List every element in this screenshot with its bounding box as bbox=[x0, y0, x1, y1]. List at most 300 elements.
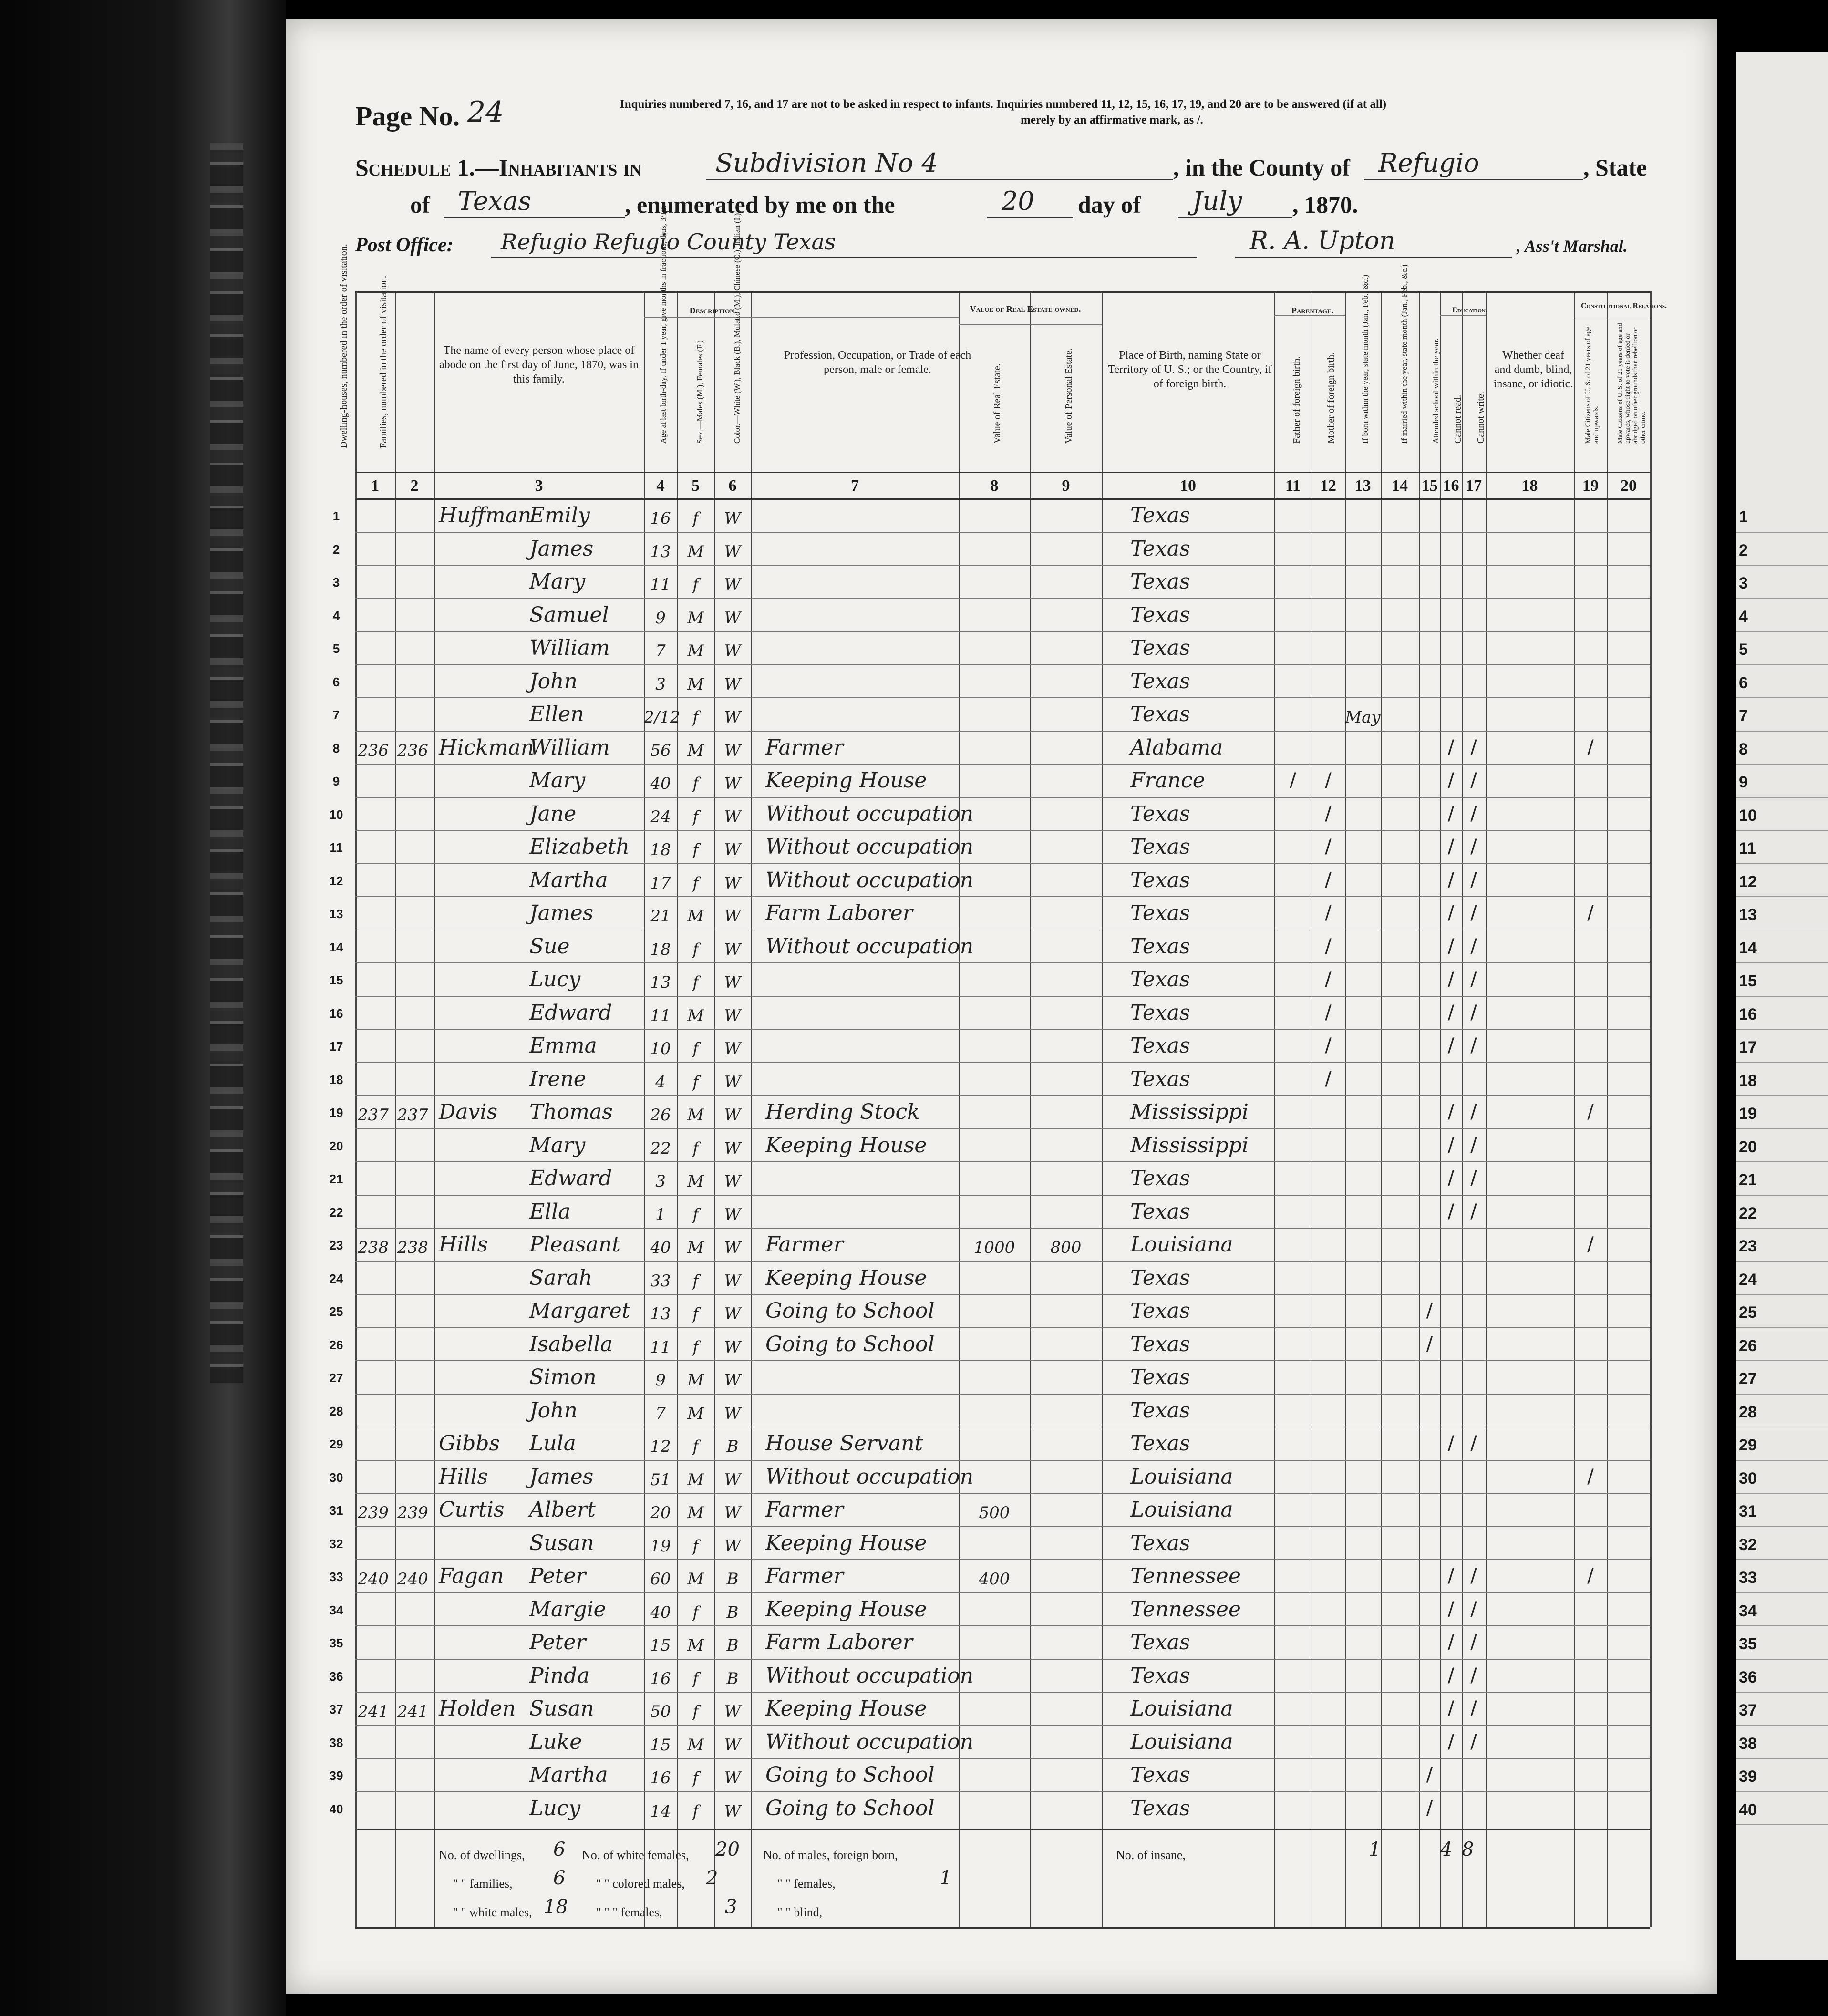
dwelling-number: 239 bbox=[358, 1503, 389, 1522]
row-rule bbox=[355, 731, 1650, 732]
given-name: Samuel bbox=[529, 602, 609, 627]
birthplace: Texas bbox=[1130, 1332, 1190, 1356]
totals-dwellings-label: No. of dwellings, bbox=[439, 1848, 525, 1862]
row-rule bbox=[355, 631, 1650, 632]
row-rule bbox=[355, 1559, 1650, 1560]
line-number: 15 bbox=[329, 973, 343, 987]
row-rule bbox=[355, 863, 1650, 864]
month-value: July bbox=[1192, 186, 1242, 216]
given-name: Luke bbox=[529, 1729, 582, 1754]
line-number: 5 bbox=[332, 641, 340, 656]
adjacent-row-rule bbox=[1736, 631, 1828, 632]
cannot-write-mark: / bbox=[1470, 935, 1477, 957]
row-rule bbox=[355, 532, 1650, 533]
sex: f bbox=[692, 1801, 699, 1821]
totals-families-label: " " families, bbox=[453, 1877, 513, 1891]
sex: M bbox=[687, 674, 704, 694]
color: W bbox=[724, 1106, 741, 1125]
birthplace: France bbox=[1130, 768, 1205, 793]
birthplace: Texas bbox=[1130, 835, 1190, 859]
mother-foreign-mark: / bbox=[1325, 802, 1332, 825]
cannot-read-mark: / bbox=[1447, 1565, 1455, 1587]
birthplace: Texas bbox=[1130, 1265, 1190, 1290]
adjacent-row-rule bbox=[1736, 1725, 1828, 1726]
totals-white-males: 18 bbox=[544, 1896, 568, 1918]
row-rule bbox=[355, 1095, 1650, 1096]
color: W bbox=[724, 1205, 741, 1224]
row-rule bbox=[355, 1327, 1650, 1328]
line-number: 2 bbox=[332, 542, 340, 557]
footer-bottom-rule bbox=[355, 1927, 1650, 1929]
row-rule bbox=[355, 1758, 1650, 1759]
cannot-write-mark: / bbox=[1470, 1101, 1477, 1123]
cannot-read-mark: / bbox=[1447, 1631, 1455, 1653]
adjacent-line-number: 28 bbox=[1739, 1403, 1757, 1421]
age: 21 bbox=[650, 907, 671, 926]
occupation: Going to School bbox=[765, 1796, 935, 1820]
birthplace: Texas bbox=[1130, 569, 1190, 594]
column-number: 7 bbox=[851, 477, 859, 495]
row-rule bbox=[355, 1526, 1650, 1527]
color: B bbox=[726, 1636, 739, 1655]
given-name: Susan bbox=[529, 1530, 594, 1555]
age: 14 bbox=[650, 1801, 671, 1821]
occupation: House Servant bbox=[765, 1431, 923, 1456]
line-number: 22 bbox=[329, 1205, 343, 1220]
adjacent-line-number: 18 bbox=[1739, 1071, 1757, 1090]
given-name: Peter bbox=[529, 1564, 586, 1588]
birthplace: Texas bbox=[1130, 1530, 1190, 1555]
age: 40 bbox=[650, 774, 671, 793]
color: W bbox=[724, 1503, 741, 1522]
given-name: William bbox=[529, 735, 610, 760]
sex: f bbox=[692, 1536, 699, 1556]
color: W bbox=[724, 1768, 741, 1788]
adjacent-page-edge bbox=[1736, 52, 1828, 1960]
adjacent-line-number: 13 bbox=[1739, 906, 1757, 924]
age: 1 bbox=[655, 1205, 666, 1224]
given-name: James bbox=[529, 536, 594, 561]
adjacent-line-number: 23 bbox=[1739, 1237, 1757, 1255]
age: 16 bbox=[650, 1768, 671, 1788]
cannot-read-mark: / bbox=[1447, 1101, 1455, 1123]
line-number: 34 bbox=[329, 1602, 343, 1617]
totals-blind-label: " " blind, bbox=[777, 1905, 823, 1919]
color: W bbox=[724, 542, 741, 561]
cannot-write-mark: / bbox=[1470, 802, 1477, 825]
line-number: 32 bbox=[329, 1536, 343, 1551]
occupation: Farmer bbox=[765, 735, 844, 760]
occupation: Going to School bbox=[765, 1332, 935, 1356]
marshal-value: R. A. Upton bbox=[1250, 227, 1395, 255]
cannot-write-mark: / bbox=[1470, 968, 1477, 990]
given-name: Susan bbox=[529, 1696, 594, 1721]
dwelling-number: 238 bbox=[358, 1238, 389, 1257]
occupation: Going to School bbox=[765, 1299, 935, 1323]
cannot-read-mark: / bbox=[1447, 769, 1455, 791]
column-number: 6 bbox=[728, 477, 737, 495]
birthplace: Tennessee bbox=[1130, 1564, 1241, 1588]
subdivision-value: Subdivision No 4 bbox=[715, 148, 938, 178]
county-value: Refugio bbox=[1378, 148, 1479, 178]
real-estate-value: 500 bbox=[979, 1503, 1010, 1522]
color: W bbox=[724, 1337, 741, 1357]
color: W bbox=[724, 509, 741, 528]
born-within-year: May bbox=[1345, 708, 1381, 727]
line-number: 4 bbox=[332, 608, 340, 623]
occupation: Herding Stock bbox=[765, 1100, 920, 1124]
sex: f bbox=[692, 1702, 699, 1721]
totals-dwellings: 6 bbox=[553, 1839, 566, 1861]
birthplace: Texas bbox=[1130, 1431, 1190, 1456]
row-rule bbox=[355, 1128, 1650, 1129]
adjacent-row-rule bbox=[1736, 1228, 1828, 1229]
header-col-4: Age at last birth-day. If under 1 year, give months in fractions, thus, 3/12. bbox=[659, 205, 668, 444]
birthplace: Texas bbox=[1130, 1663, 1190, 1688]
cannot-write-mark: / bbox=[1470, 1001, 1477, 1024]
surname: Hills bbox=[439, 1232, 488, 1257]
color: W bbox=[724, 575, 741, 594]
given-name: Martha bbox=[529, 868, 608, 892]
line-number: 25 bbox=[329, 1304, 343, 1319]
color: W bbox=[724, 1404, 741, 1423]
given-name: John bbox=[529, 1398, 578, 1423]
cannot-write-mark: / bbox=[1470, 769, 1477, 791]
totals-white-males-label: " " white males, bbox=[453, 1905, 532, 1919]
row-rule bbox=[355, 598, 1650, 599]
birthplace: Texas bbox=[1130, 868, 1190, 892]
line-number: 23 bbox=[329, 1238, 343, 1252]
age: 50 bbox=[650, 1702, 671, 1721]
header-group-rule bbox=[644, 317, 959, 318]
header-col-15: Attended school within the year. bbox=[1431, 338, 1440, 444]
column-number: 12 bbox=[1320, 477, 1336, 495]
sex: f bbox=[692, 873, 699, 893]
occupation: Farm Laborer bbox=[765, 901, 913, 925]
birthplace: Texas bbox=[1130, 1763, 1190, 1787]
color: W bbox=[724, 1304, 741, 1323]
age: 11 bbox=[650, 575, 671, 594]
sex: f bbox=[692, 940, 699, 959]
header-col-9: Value of Personal Estate. bbox=[1064, 348, 1074, 444]
column-number: 11 bbox=[1285, 477, 1301, 495]
male-citizen-mark: / bbox=[1587, 1101, 1594, 1123]
totals-families: 6 bbox=[553, 1867, 566, 1889]
adjacent-line-number: 37 bbox=[1739, 1701, 1757, 1719]
header-col-2: Families, numbered in the order of visitation. bbox=[378, 275, 389, 448]
instructions-line-2: merely by an affirmative mark, as /. bbox=[1021, 114, 1203, 126]
header-bottom-rule bbox=[355, 472, 1650, 473]
given-name: Isabella bbox=[529, 1332, 613, 1356]
line-number: 13 bbox=[329, 907, 343, 921]
male-citizen-mark: / bbox=[1587, 736, 1594, 758]
column-rule bbox=[751, 291, 752, 1927]
attended-school-mark: / bbox=[1426, 1333, 1433, 1355]
mother-foreign-mark: / bbox=[1325, 968, 1332, 990]
header-col-16: Cannot read. bbox=[1453, 394, 1463, 444]
sex: M bbox=[687, 1503, 704, 1522]
line-number: 39 bbox=[329, 1768, 343, 1783]
cannot-read-mark: / bbox=[1447, 1200, 1455, 1222]
cannot-read-mark: / bbox=[1447, 1664, 1455, 1686]
cannot-read-mark: / bbox=[1447, 1697, 1455, 1719]
color: W bbox=[724, 1006, 741, 1025]
occupation: Without occupation bbox=[765, 801, 974, 826]
state-label: , State bbox=[1583, 154, 1647, 181]
line-number: 16 bbox=[329, 1006, 343, 1021]
age: 9 bbox=[655, 608, 666, 628]
cannot-write-mark: / bbox=[1470, 1034, 1477, 1056]
day-value: 20 bbox=[1002, 186, 1034, 216]
adjacent-line-number: 16 bbox=[1739, 1005, 1757, 1024]
cannot-read-mark: / bbox=[1447, 1034, 1455, 1056]
header-value: Value of Real Estate owned. bbox=[970, 304, 1081, 314]
adjacent-row-rule bbox=[1736, 731, 1828, 732]
mother-foreign-mark: / bbox=[1325, 1067, 1332, 1090]
sex: f bbox=[692, 840, 699, 859]
line-number: 37 bbox=[329, 1702, 343, 1716]
age: 40 bbox=[650, 1602, 671, 1622]
cannot-read-mark: / bbox=[1447, 1598, 1455, 1620]
line-number: 18 bbox=[329, 1072, 343, 1087]
column-rule bbox=[1381, 291, 1382, 1927]
given-name: Ella bbox=[529, 1199, 571, 1224]
color: W bbox=[724, 1172, 741, 1191]
post-office-label: Post Office: bbox=[355, 234, 454, 256]
sex: M bbox=[687, 1404, 704, 1423]
row-rule bbox=[355, 1261, 1650, 1262]
family-number: 239 bbox=[397, 1503, 428, 1522]
adjacent-line-number: 26 bbox=[1739, 1336, 1757, 1355]
real-estate-value: 400 bbox=[979, 1570, 1010, 1589]
line-number: 40 bbox=[329, 1801, 343, 1816]
mother-foreign-mark: / bbox=[1325, 902, 1332, 924]
adjacent-row-rule bbox=[1736, 1195, 1828, 1196]
occupation: Keeping House bbox=[765, 1597, 927, 1622]
family-number: 237 bbox=[397, 1106, 428, 1125]
column-number: 10 bbox=[1180, 477, 1196, 495]
color: B bbox=[726, 1602, 739, 1622]
dwelling-number: 237 bbox=[358, 1106, 389, 1125]
occupation: Keeping House bbox=[765, 1265, 927, 1290]
state-value: Texas bbox=[458, 186, 532, 216]
given-name: Lula bbox=[529, 1431, 576, 1456]
cannot-write-mark: / bbox=[1470, 1200, 1477, 1222]
adjacent-line-number: 35 bbox=[1739, 1635, 1757, 1653]
post-office-value: Refugio Refugio County Texas bbox=[501, 229, 836, 255]
column-rule bbox=[434, 291, 435, 1927]
column-rule bbox=[1030, 291, 1031, 1927]
adjacent-row-rule bbox=[1736, 1327, 1828, 1328]
row-rule bbox=[355, 1360, 1650, 1361]
occupation: Without occupation bbox=[765, 1729, 974, 1754]
line-number: 33 bbox=[329, 1570, 343, 1584]
age: 13 bbox=[650, 973, 671, 992]
age: 24 bbox=[650, 807, 671, 827]
birthplace: Louisiana bbox=[1130, 1232, 1233, 1257]
adjacent-row-rule bbox=[1736, 1029, 1828, 1030]
birthplace: Texas bbox=[1130, 536, 1190, 561]
sex: M bbox=[687, 1570, 704, 1589]
sex: f bbox=[692, 1039, 699, 1058]
day-of-label: day of bbox=[1078, 191, 1141, 218]
adjacent-row-rule bbox=[1736, 1062, 1828, 1063]
column-rule bbox=[395, 291, 396, 1927]
year-label: , 1870. bbox=[1292, 191, 1358, 218]
sex: M bbox=[687, 641, 704, 661]
row-rule bbox=[355, 1294, 1650, 1295]
cannot-write-mark: / bbox=[1470, 1167, 1477, 1189]
sex: M bbox=[687, 1006, 704, 1025]
sex: f bbox=[692, 1602, 699, 1622]
age: 19 bbox=[650, 1536, 671, 1556]
sex: M bbox=[687, 907, 704, 926]
sex: f bbox=[692, 973, 699, 992]
column-rule bbox=[1486, 291, 1487, 1927]
cannot-read-mark: / bbox=[1447, 935, 1455, 957]
line-number: 38 bbox=[329, 1735, 343, 1750]
enumerated-label: , enumerated by me on the bbox=[625, 191, 895, 218]
adjacent-line-number: 39 bbox=[1739, 1768, 1757, 1786]
sex: M bbox=[687, 1106, 704, 1125]
adjacent-line-number: 15 bbox=[1739, 972, 1757, 990]
header-constitutional: Constitutional Relations. bbox=[1580, 302, 1667, 310]
given-name: Mary bbox=[529, 569, 586, 594]
age: 9 bbox=[655, 1371, 666, 1390]
adjacent-row-rule bbox=[1736, 565, 1828, 566]
cannot-read-mark: / bbox=[1447, 902, 1455, 924]
header-col-13: If born within the year, state month (Jan., Feb., &c.) bbox=[1361, 275, 1370, 444]
given-name: Elizabeth bbox=[529, 835, 630, 859]
schedule-label: Schedule 1.—Inhabitants in bbox=[355, 154, 642, 181]
adjacent-row-rule bbox=[1736, 1592, 1828, 1593]
adjacent-line-number: 25 bbox=[1739, 1303, 1757, 1322]
cannot-write-mark: / bbox=[1470, 1432, 1477, 1454]
adjacent-row-rule bbox=[1736, 1161, 1828, 1162]
color: W bbox=[724, 1039, 741, 1058]
totals-col-15: 4 bbox=[1440, 1839, 1453, 1861]
birthplace: Mississippi bbox=[1130, 1133, 1249, 1158]
adjacent-line-number: 4 bbox=[1739, 607, 1748, 626]
adjacent-line-number: 20 bbox=[1739, 1137, 1757, 1156]
column-number: 1 bbox=[371, 477, 379, 495]
column-rule bbox=[355, 291, 357, 1927]
row-rule bbox=[355, 664, 1650, 665]
header-col-11: Father of foreign birth. bbox=[1291, 356, 1302, 444]
birthplace: Texas bbox=[1130, 1796, 1190, 1820]
sex: M bbox=[687, 1470, 704, 1489]
cannot-write-mark: / bbox=[1470, 1697, 1477, 1719]
color: W bbox=[724, 973, 741, 992]
header-col-20: Male Citizens of U. S. of 21 years of age and upwards, whose right to vote is denied or abridged on other grounds than rebellion or other crime. bbox=[1617, 323, 1647, 444]
color: W bbox=[724, 1470, 741, 1489]
given-name: Sue bbox=[529, 934, 570, 959]
adjacent-row-rule bbox=[1736, 1360, 1828, 1361]
surname: Hills bbox=[439, 1464, 488, 1489]
sex: f bbox=[692, 807, 699, 827]
line-number: 11 bbox=[330, 840, 343, 855]
header-col-14: If married within the year, state month (Jan., Feb., &c.) bbox=[1400, 264, 1409, 444]
row-rule bbox=[355, 764, 1650, 765]
table-top-rule bbox=[355, 291, 1650, 293]
adjacent-row-rule bbox=[1736, 664, 1828, 665]
adjacent-line-number: 33 bbox=[1739, 1569, 1757, 1587]
adjacent-row-rule bbox=[1736, 996, 1828, 997]
totals-foreign-females: 1 bbox=[940, 1867, 952, 1889]
row-rule bbox=[355, 1592, 1650, 1593]
family-number: 241 bbox=[397, 1702, 428, 1721]
line-number: 35 bbox=[329, 1636, 343, 1650]
male-citizen-mark: / bbox=[1587, 1565, 1594, 1587]
birthplace: Texas bbox=[1130, 602, 1190, 627]
birthplace: Alabama bbox=[1130, 735, 1223, 760]
sex: f bbox=[692, 509, 699, 528]
adjacent-row-rule bbox=[1736, 1625, 1828, 1626]
given-name: Albert bbox=[529, 1498, 596, 1522]
birthplace: Louisiana bbox=[1130, 1696, 1233, 1721]
adjacent-row-rule bbox=[1736, 764, 1828, 765]
sex: f bbox=[692, 1205, 699, 1224]
line-number: 14 bbox=[329, 940, 343, 954]
given-name: Pleasant bbox=[529, 1232, 620, 1257]
birthplace: Texas bbox=[1130, 669, 1190, 693]
adjacent-row-rule bbox=[1736, 1526, 1828, 1527]
header-col-17: Cannot write. bbox=[1476, 392, 1486, 444]
surname: Hickman bbox=[439, 735, 535, 760]
row-rule bbox=[355, 1161, 1650, 1162]
adjacent-row-rule bbox=[1736, 1294, 1828, 1295]
adjacent-row-rule bbox=[1736, 598, 1828, 599]
birthplace: Texas bbox=[1130, 503, 1190, 527]
color: W bbox=[724, 1801, 741, 1821]
line-number: 19 bbox=[329, 1106, 343, 1120]
adjacent-line-number: 34 bbox=[1739, 1602, 1757, 1620]
row-rule bbox=[355, 697, 1650, 698]
header-col-10: Place of Birth, naming State or Territory of U. S.; or the Country, if of foreign birth. bbox=[1108, 349, 1272, 390]
cannot-read-mark: / bbox=[1447, 1432, 1455, 1454]
row-rule bbox=[355, 1394, 1650, 1395]
column-number: 2 bbox=[410, 477, 419, 495]
adjacent-line-number: 2 bbox=[1739, 541, 1748, 559]
line-number: 36 bbox=[329, 1669, 343, 1684]
given-name: Emily bbox=[529, 503, 590, 527]
cannot-write-mark: / bbox=[1470, 1134, 1477, 1156]
color: W bbox=[724, 608, 741, 628]
age: 3 bbox=[655, 674, 666, 694]
occupation: Keeping House bbox=[765, 1696, 927, 1721]
cannot-read-mark: / bbox=[1447, 1730, 1455, 1753]
adjacent-line-number: 22 bbox=[1739, 1204, 1757, 1222]
birthplace: Texas bbox=[1130, 1066, 1190, 1091]
cannot-write-mark: / bbox=[1470, 836, 1477, 858]
occupation: Farmer bbox=[765, 1498, 844, 1522]
color: W bbox=[724, 674, 741, 694]
birthplace: Texas bbox=[1130, 1365, 1190, 1389]
occupation: Keeping House bbox=[765, 768, 927, 793]
attended-school-mark: / bbox=[1426, 1300, 1433, 1322]
birthplace: Texas bbox=[1130, 1034, 1190, 1058]
adjacent-row-rule bbox=[1736, 962, 1828, 963]
cannot-read-mark: / bbox=[1447, 1001, 1455, 1024]
surname: Fagan bbox=[439, 1564, 504, 1588]
cannot-write-mark: / bbox=[1470, 1598, 1477, 1620]
sex: f bbox=[692, 708, 699, 727]
line-number: 7 bbox=[332, 708, 340, 722]
given-name: Edward bbox=[529, 1000, 612, 1025]
header-col-18: Whether deaf and dumb, blind, insane, or idiotic. bbox=[1493, 349, 1573, 390]
adjacent-line-number: 21 bbox=[1739, 1171, 1757, 1189]
sex: M bbox=[687, 608, 704, 628]
